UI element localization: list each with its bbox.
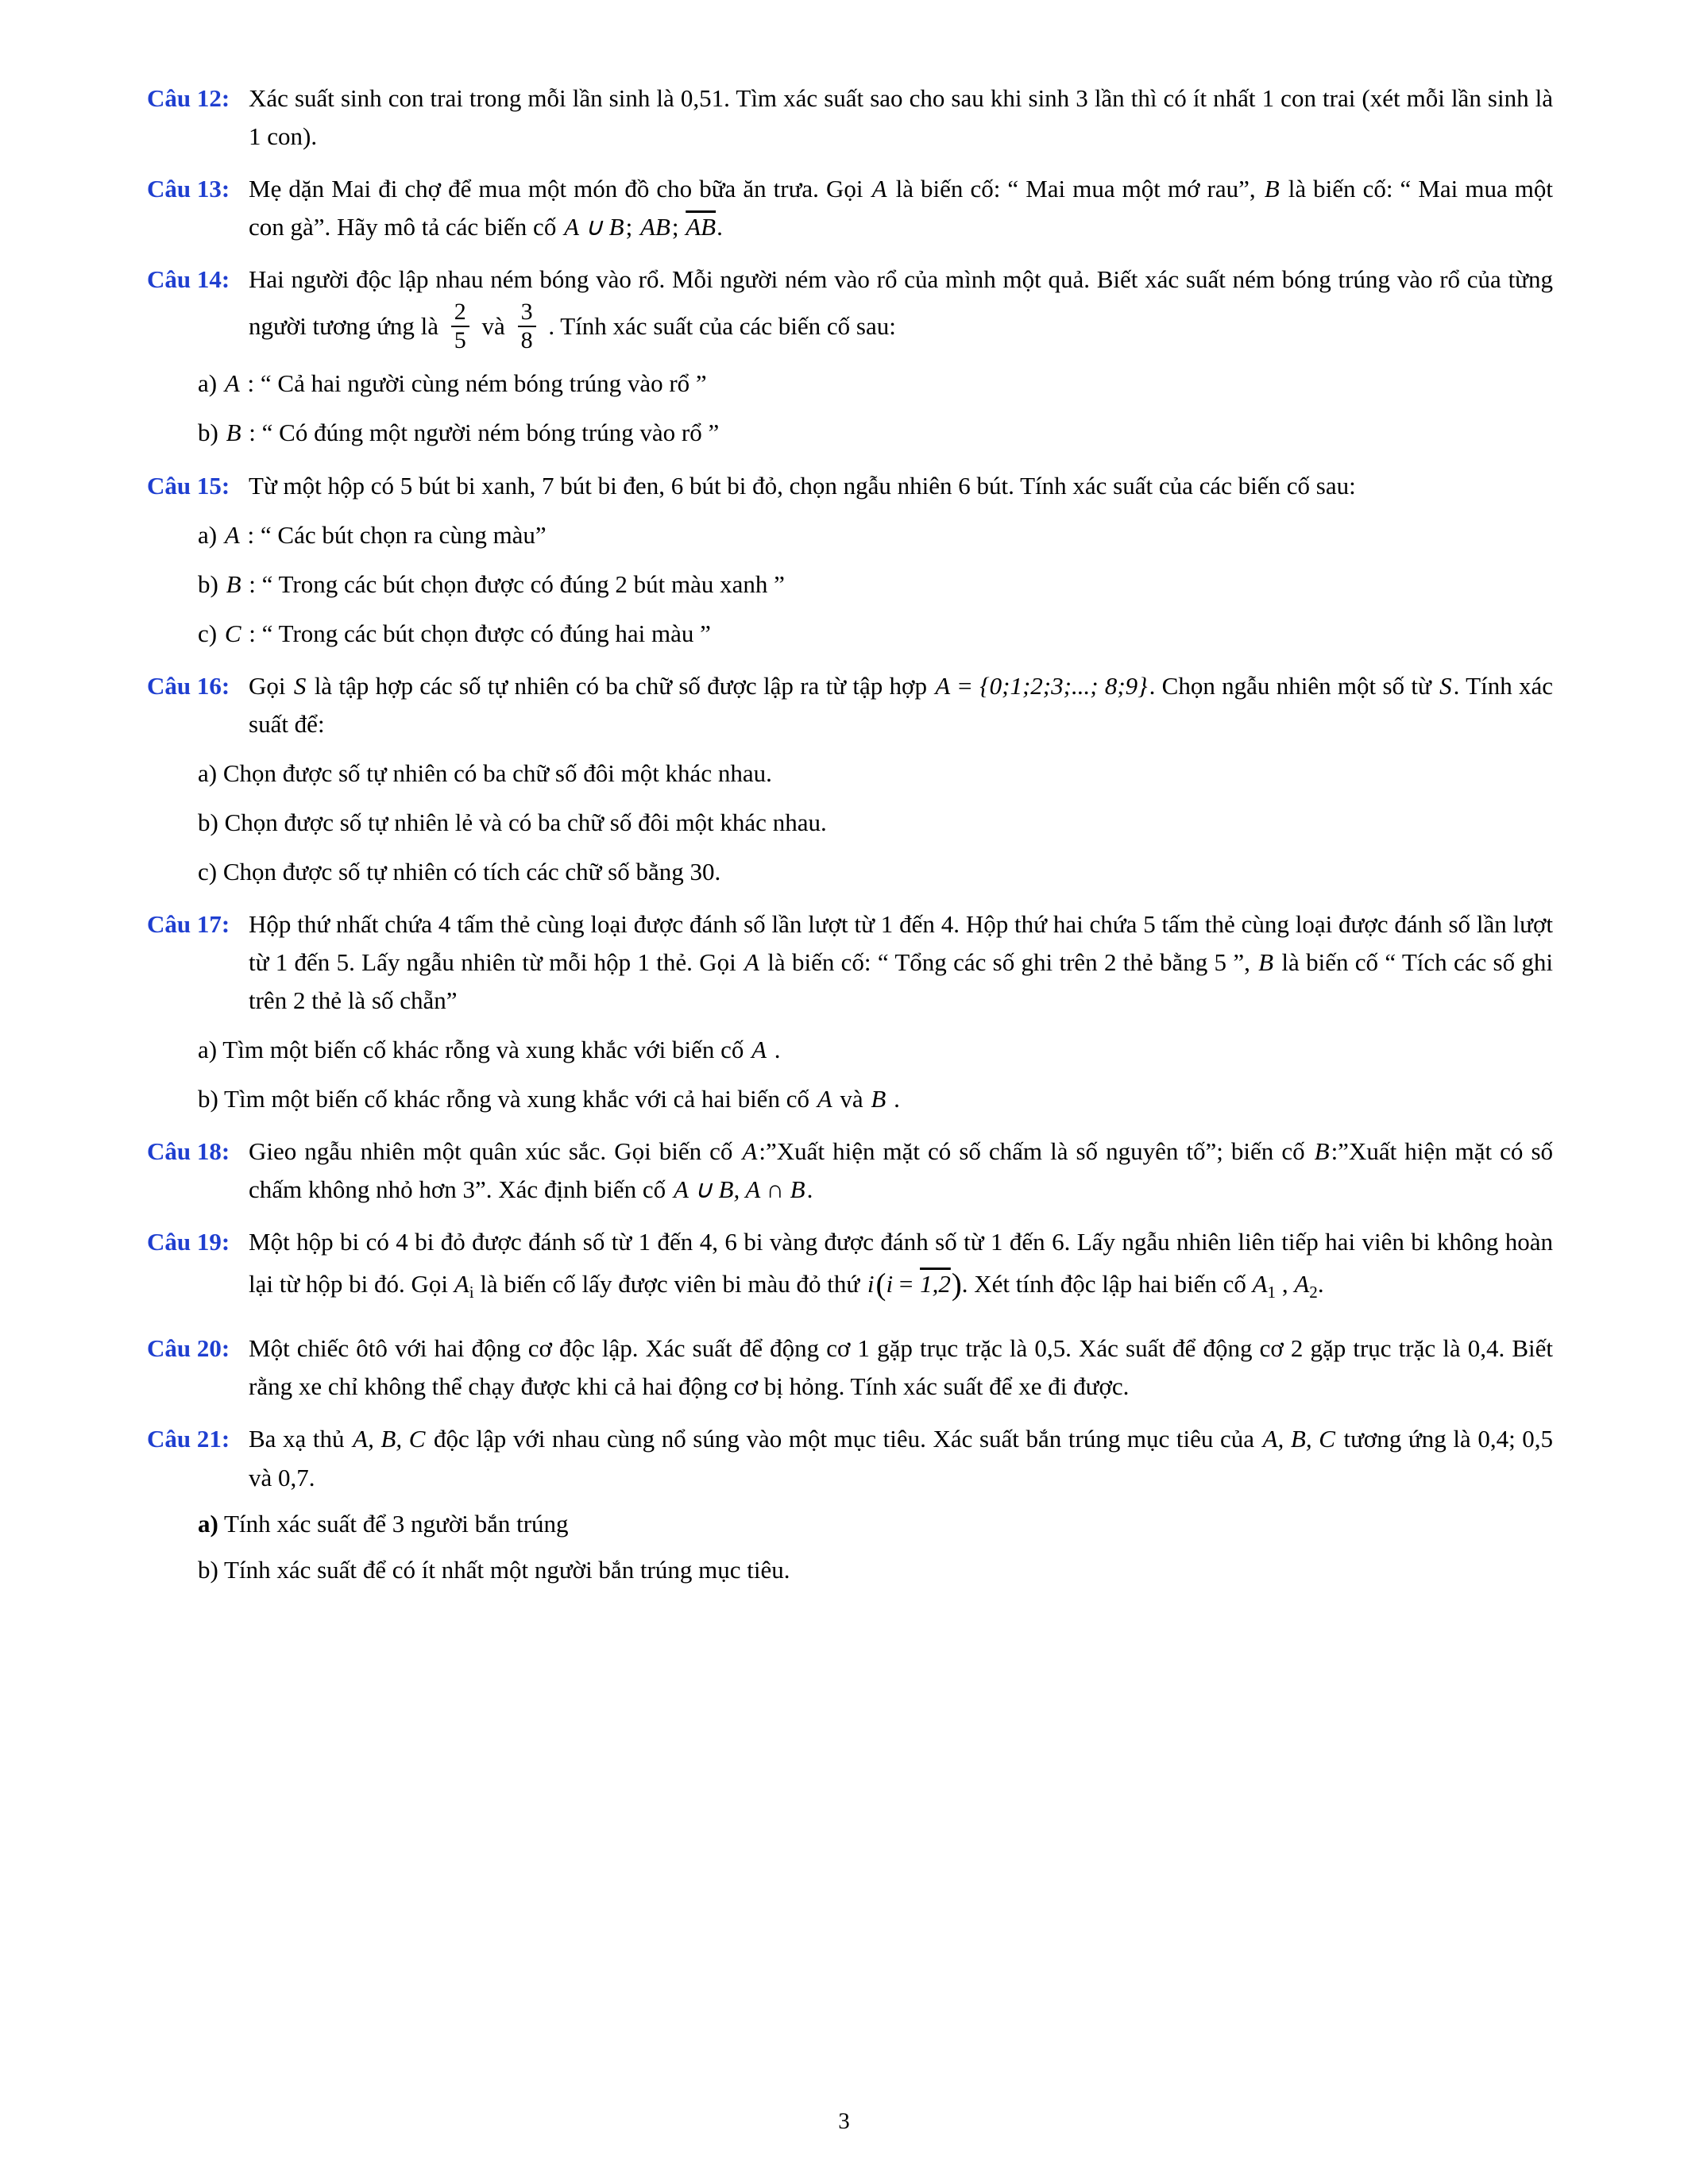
question-label-12: Câu 12: [147, 84, 230, 112]
q14-frac1-numerator: 2 [454, 299, 466, 326]
q14-sub-b-text: : “ Có đúng một người ném bóng trúng vào rổ ” [249, 419, 720, 447]
q14-frac1-denominator: 5 [451, 326, 469, 354]
question-label-21: Câu 21: [147, 1425, 230, 1453]
q19-val1: 4 [396, 1228, 408, 1256]
question-block-17 [147, 905, 1553, 1020]
q16-sub-c-text: Chọn được số tự nhiên có tích các chữ số bằng 30. [222, 857, 721, 886]
q14-part1: Hai người độc lập nhau ném bóng vào rổ. Mỗi người ném vào rổ của mình một quả. Biết xác suất ném bóng trúng vào rổ của từng người tương ứng là [249, 265, 1553, 341]
q14-frac2-numerator: 3 [520, 299, 533, 326]
q18-var-B: B [1314, 1137, 1330, 1166]
question-block-20 [147, 1329, 1553, 1406]
q19-part5: . Xét tính độc lập hai biến cố [961, 1270, 1246, 1298]
q16-part2: là tập hợp các số tự nhiên có ba chữ số được lập ra từ tập hợp [314, 671, 927, 700]
q14-sub-a-marker: a) [198, 369, 218, 398]
q13-part6: . [717, 213, 723, 241]
question-body-18 [249, 1133, 1553, 1209]
question-body-13 [249, 170, 1553, 246]
q18-part1: Gieo ngẫu nhiên một quân xúc sắc. Gọi biến cố [249, 1137, 733, 1166]
q16-part1: Gọi [249, 671, 286, 700]
question-body-21 [249, 1420, 1553, 1496]
q19-part1: Một hộp bi có [249, 1228, 389, 1256]
q21-part4: và [249, 1463, 272, 1491]
q21-vars-2: A, B, C [1262, 1425, 1335, 1453]
q17-sub-b-text-pre: Tìm một biến cố khác rỗng và xung khắc với cả hai biến cố [224, 1085, 809, 1113]
q15-sub-c-var: C [224, 619, 241, 647]
question-block-19 [147, 1223, 1553, 1309]
q14-frac2-denominator: 8 [518, 326, 536, 354]
q12-part1: Xác suất sinh con trai trong mỗi lần sinh là [249, 84, 674, 112]
question-21-sub-b [198, 1551, 1553, 1589]
question-label-18: Câu 18: [147, 1137, 230, 1166]
q15-sub-c-text: : “ Trong các bút chọn được có đúng hai màu ” [249, 619, 711, 647]
q16-sub-b-marker: b) [198, 808, 218, 836]
question-block-18 [147, 1133, 1553, 1209]
q15-sub-a-marker: a) [198, 520, 218, 549]
q13-part3: là biến cố: “ Mai mua một con gà”. Hãy mô tả các biến cố [249, 175, 1554, 241]
question-body-16 [249, 667, 1553, 743]
q19-expr-i-range: (i = 1,2) [875, 1268, 962, 1302]
question-21-sub-a [198, 1505, 1553, 1543]
question-16-sub-a [198, 754, 1553, 793]
q16-sub-b-text: Chọn được số tự nhiên lẻ và có ba chữ số đôi một khác nhau. [224, 808, 827, 836]
q21-part5: . [308, 1463, 315, 1491]
question-17-sub-a [198, 1031, 1553, 1069]
question-17-sub-b [198, 1080, 1553, 1118]
q12-value1: 0,51 [680, 84, 724, 112]
question-15-sub-a [198, 516, 1553, 554]
q21-vars-1: A, B, C [353, 1425, 426, 1453]
q17-sub-b-text-post: . [894, 1085, 900, 1113]
q15-part1: Từ một hộp có 5 bút bi xanh, 7 bút bi đen, 6 bút bi đỏ, chọn ngẫu nhiên 6 bút. Tính xác suất của các biến cố sau: [249, 471, 1356, 500]
q17-sub-b-text-mid: và [840, 1085, 863, 1113]
q18-part4: . [806, 1175, 813, 1204]
q17-part3: là biến cố “ Tích các số ghi trên 2 thẻ là số chẵn” [249, 947, 1554, 1015]
question-label-20: Câu 20: [147, 1334, 230, 1363]
q13-part1: Mẹ dặn Mai đi chợ để mua một món đồ cho bữa ăn trưa. Gọi [249, 175, 863, 203]
q14-part2: và [481, 312, 505, 341]
q16-part3: . Chọn ngẫu nhiên một số từ [1149, 671, 1431, 700]
q17-var-A: A [744, 947, 759, 976]
q17-var-B: B [1258, 947, 1274, 976]
question-body-20 [249, 1329, 1553, 1406]
q21-sub-b-marker: b) [198, 1555, 218, 1584]
q12-part2: . Tìm xác suất sao cho sau khi sinh 3 lần thì có ít nhất 1 con trai (xét mỗi lần sinh là 1 con). [249, 84, 1554, 151]
question-16-sub-b [198, 804, 1553, 842]
q14-sub-b-marker: b) [198, 419, 218, 447]
q17-sub-b-marker: b) [198, 1085, 218, 1113]
question-block-14 [147, 260, 1553, 353]
q16-sub-a-text: Chọn được số tự nhiên có ba chữ số đôi một khác nhau. [222, 758, 772, 787]
question-block-21 [147, 1420, 1553, 1496]
q21-sub-a-marker: a) [198, 1509, 218, 1538]
q13-part5: ; [671, 213, 679, 241]
q15-sub-a-var: A [224, 520, 240, 549]
question-block-13 [147, 170, 1553, 246]
q16-sub-c-marker: c) [198, 857, 218, 886]
q18-part3: :”Xuất hiện mặt có số chấm không nhỏ hơn 3”. Xác định biến cố [249, 1137, 1554, 1204]
q13-expr-union: A ∪ B [564, 213, 624, 241]
question-label-17: Câu 17: [147, 909, 230, 938]
q15-sub-b-text: : “ Trong các bút chọn được có đúng 2 bút màu xanh ” [249, 569, 785, 598]
q13-var-B: B [1264, 175, 1280, 203]
q20-part1: Một chiếc ôtô với hai động cơ độc lập. Xác suất để động cơ 1 gặp trục trặc là 0,5. Xác suất để động cơ 2 gặp trục trặc là 0,4. Biết rằng xe chỉ không thể chạy được khi cả hai động cơ bị hỏng. Tính xác suất để xe đi được. [249, 1334, 1553, 1401]
question-body-19 [249, 1223, 1553, 1309]
q17-sub-a-text-post: . [774, 1036, 781, 1064]
question-label-15: Câu 15: [147, 471, 230, 500]
q13-part2: là biến cố: “ Mai mua một mớ rau”, [895, 175, 1256, 203]
question-body-14 [249, 260, 1553, 353]
question-body-15 [249, 467, 1553, 505]
q19-part3: bi vàng được đánh số từ 1 đến 6. Lấy ngẫu nhiên liên tiếp hai viên bi không hoàn lại từ hộp bi đó. Gọi [249, 1228, 1554, 1298]
q16-sub-a-marker: a) [198, 758, 218, 787]
q15-sub-b-marker: b) [198, 569, 218, 598]
q17-sub-b-var-b: B [871, 1085, 886, 1113]
question-block-16 [147, 667, 1553, 743]
q16-var-S2: S [1439, 671, 1452, 700]
q19-part6: . [1317, 1270, 1324, 1298]
question-15-sub-c [198, 615, 1553, 653]
q17-sub-a-var: A [751, 1036, 767, 1064]
question-15-sub-b [198, 565, 1553, 604]
q15-sub-a-text: : “ Các bút chọn ra cùng màu” [247, 520, 547, 549]
question-label-13: Câu 13: [147, 175, 230, 203]
q16-var-S: S [293, 671, 307, 700]
q16-part4: . Tính xác suất để: [249, 671, 1554, 738]
q21-sub-b-text: Tính xác suất để có ít nhất một người bắn trúng mục tiêu. [224, 1555, 790, 1584]
q17-part1: Hộp thứ nhất chứa 4 tấm thẻ cùng loại được đánh số lần lượt từ 1 đến 4. Hộp thứ hai chứa 5 tấm thẻ cùng loại được đánh số lần lượt từ 1 đến 5. Lấy ngẫu nhiên từ mỗi hộp 1 thẻ. Gọi [249, 909, 1553, 976]
q15-sub-b-var: B [226, 569, 241, 598]
q18-expr-union-inter: A ∪ B, A ∩ B [673, 1175, 805, 1204]
q15-sub-c-marker: c) [198, 619, 218, 647]
question-14-sub-a [198, 365, 1553, 403]
q14-part3: . Tính xác suất của các biến cố sau: [548, 312, 896, 341]
question-label-16: Câu 16: [147, 671, 230, 700]
question-body-12 [249, 79, 1553, 156]
question-label-19: Câu 19: [147, 1228, 230, 1256]
q14-fraction-2 [518, 299, 536, 353]
q17-part2: là biến cố: “ Tổng các số ghi trên 2 thẻ bằng 5 ”, [767, 947, 1250, 976]
q21-part3: tương ứng là [1343, 1425, 1471, 1453]
q14-sub-a-text: : “ Cả hai người cùng ném bóng trúng vào rổ ” [247, 369, 707, 398]
q21-part2: độc lập với nhau cùng nổ súng vào một mục tiêu. Xác suất bắn trúng mục tiêu của [434, 1425, 1255, 1453]
q19-var-Ai: $A_i$ [454, 1270, 474, 1302]
q21-sub-a-text: Tính xác suất để 3 người bắn trúng [224, 1509, 569, 1538]
q18-part2: :”Xuất hiện mặt có số chấm là số nguyên tố”; biến cố [759, 1137, 1305, 1166]
question-body-17 [249, 905, 1553, 1020]
q19-val2: 6 [724, 1228, 737, 1256]
question-14-sub-b [198, 414, 1553, 452]
q19-var-i: i [867, 1270, 875, 1298]
q19-part2: bi đỏ được đánh số từ 1 đến 4, [415, 1228, 718, 1256]
q16-set-A: A = {0;1;2;3;...; 8;9} [935, 671, 1148, 700]
q17-sub-b-var-a: A [817, 1085, 832, 1113]
q17-sub-a-marker: a) [198, 1036, 218, 1064]
q18-var-A: A [742, 1137, 758, 1166]
q21-part1: Ba xạ thủ [249, 1425, 345, 1453]
q14-sub-a-var: A [224, 369, 240, 398]
q14-sub-b-var: B [226, 419, 241, 447]
q13-expr-ab-bar: $\overline{AB}$ [686, 213, 717, 241]
q17-sub-a-text-pre: Tìm một biến cố khác rỗng và xung khắc với biến cố [222, 1036, 744, 1064]
q19-vars-A1-A2: $A_1$ , $A_2$ [1252, 1270, 1318, 1302]
q13-var-A: A [871, 175, 887, 203]
q21-values-2: 0,7 [278, 1463, 309, 1491]
question-block-15 [147, 467, 1553, 505]
q19-part4: là biến cố lấy được viên bi màu đỏ thứ [480, 1270, 860, 1298]
q14-fraction-1 [451, 299, 469, 353]
q13-part4: ; [625, 213, 633, 241]
question-label-14: Câu 14: [147, 265, 230, 294]
question-block-12 [147, 79, 1553, 156]
question-16-sub-c [198, 853, 1553, 891]
page-number: 3 [838, 2109, 850, 2134]
q21-values-1: 0,4; 0,5 [1477, 1425, 1554, 1453]
q13-expr-ab: AB [639, 213, 670, 241]
